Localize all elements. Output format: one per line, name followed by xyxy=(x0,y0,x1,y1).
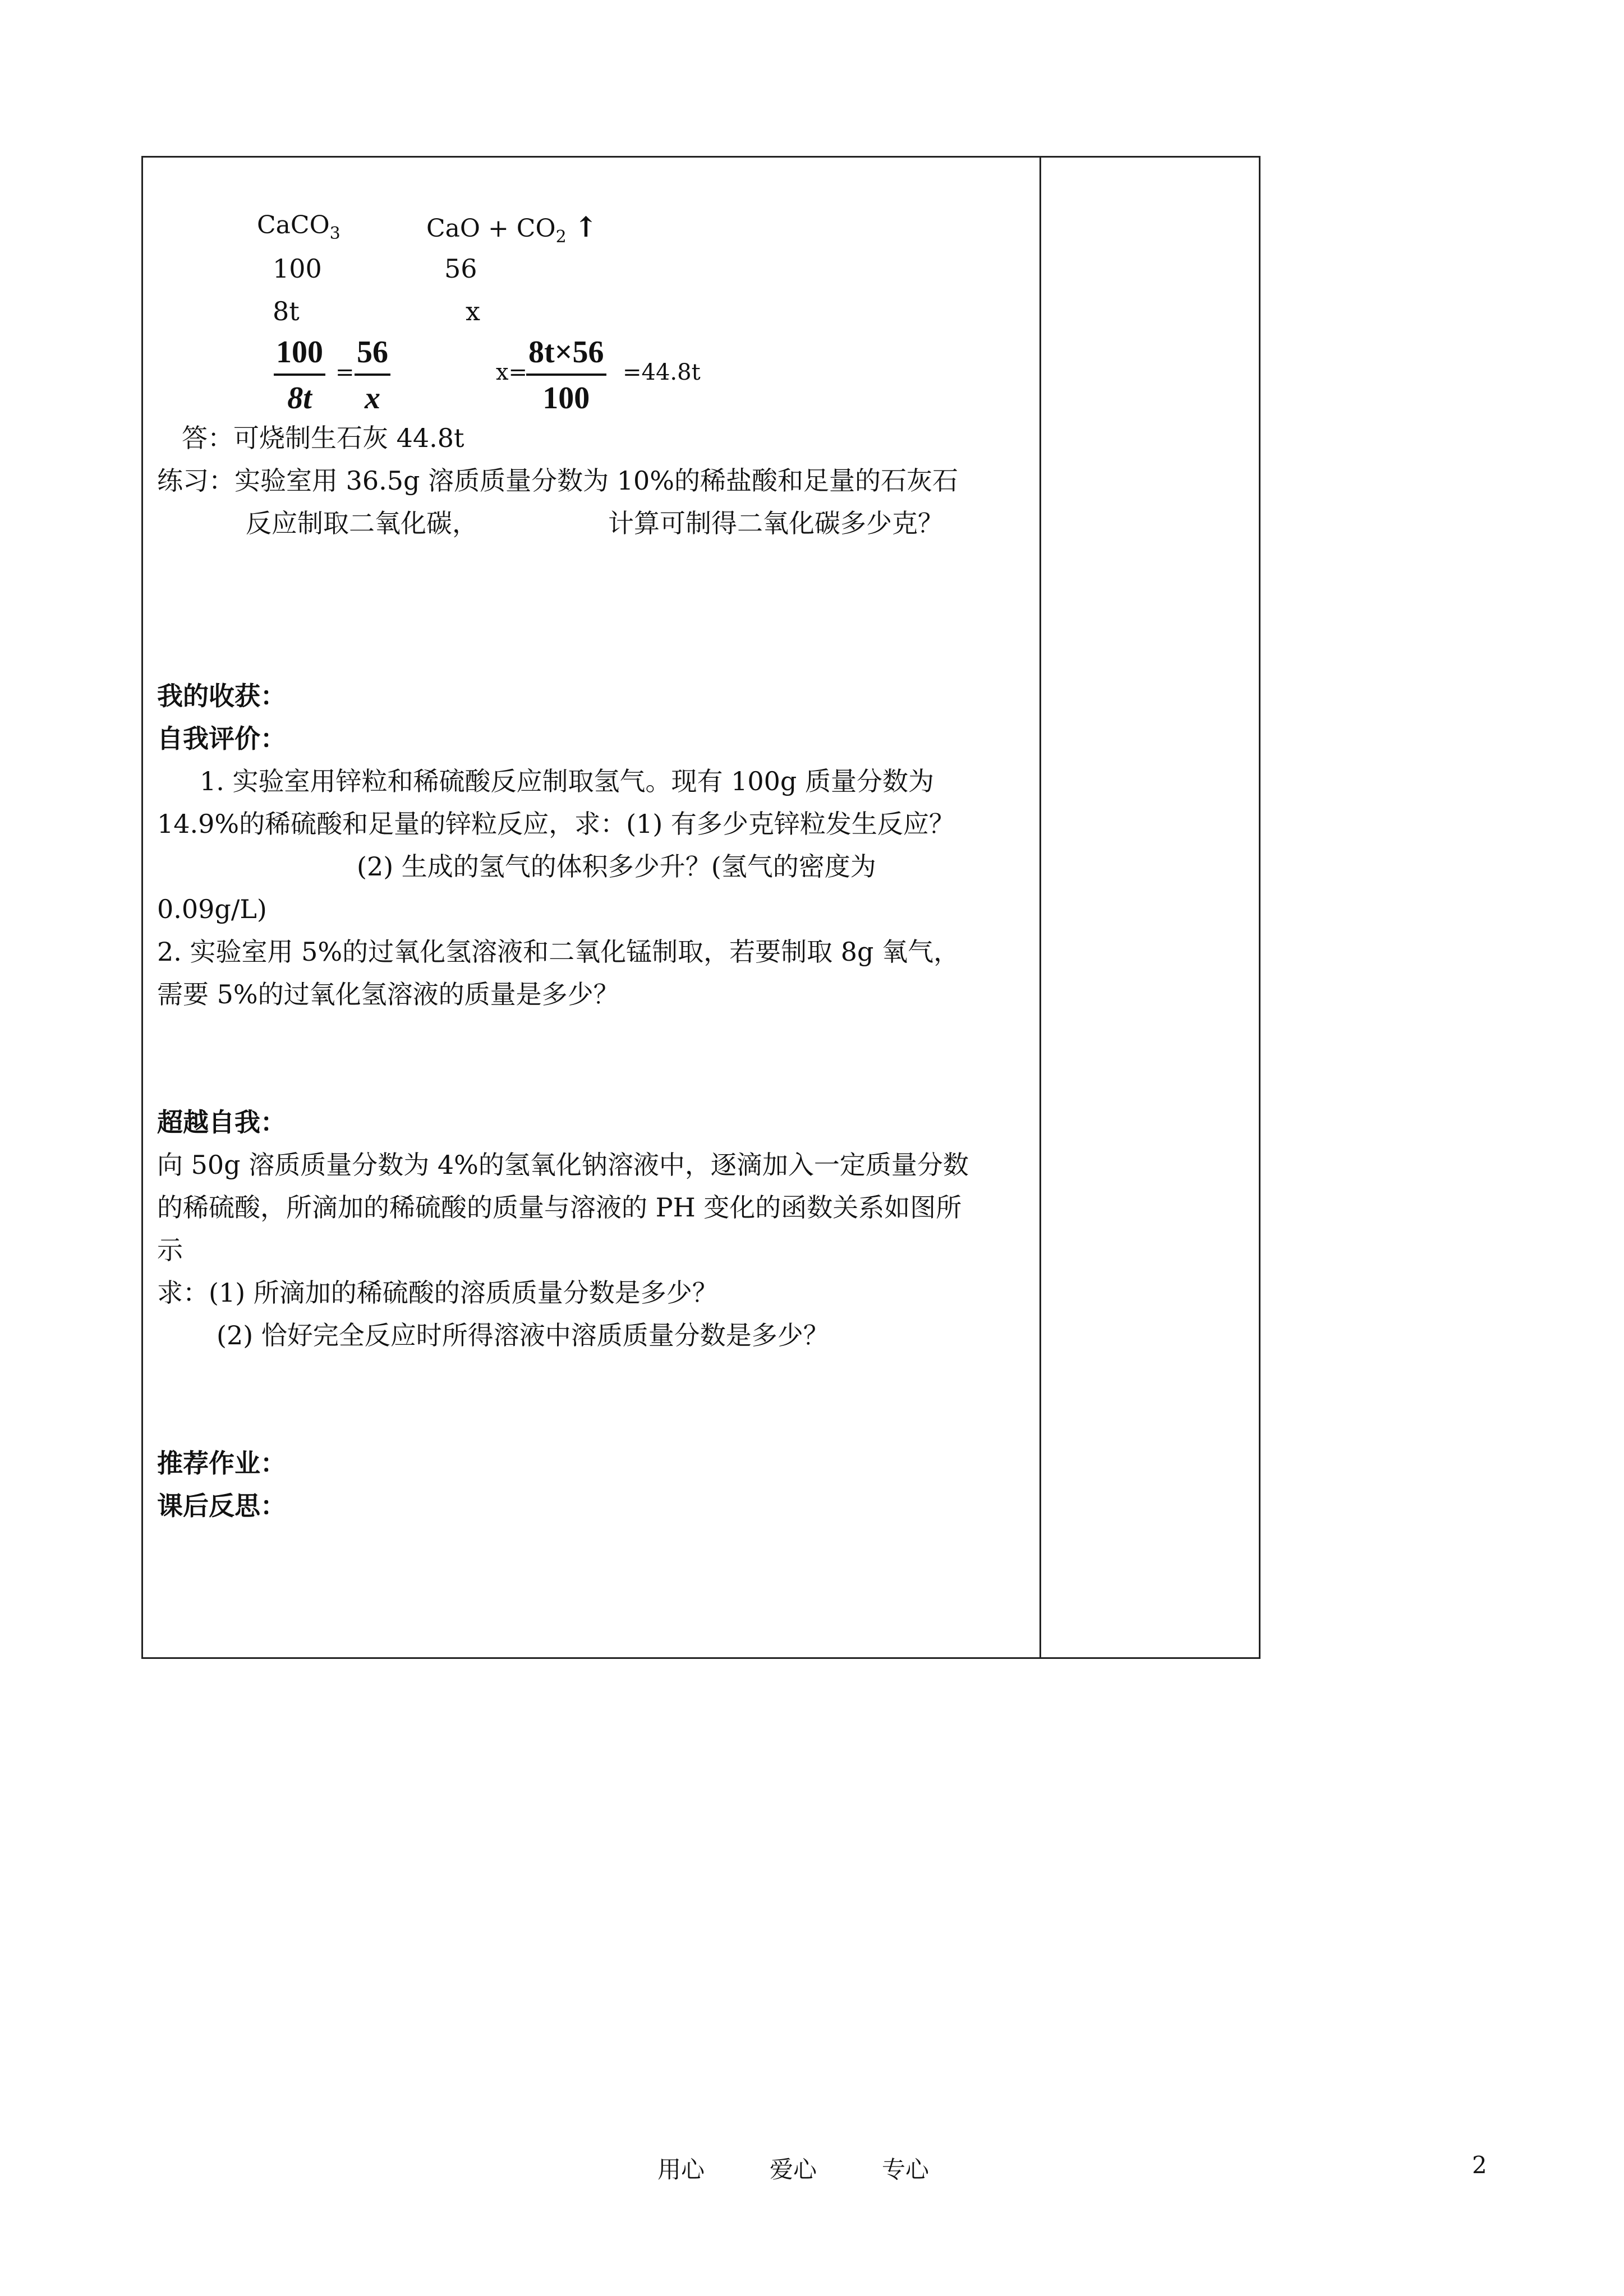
footer-word-3: 专心 xyxy=(882,2156,930,2183)
self-eval-q1-line4: 0.09g/L) xyxy=(157,894,267,924)
proportion-right-denominator: x xyxy=(365,381,380,416)
mass-reactant: 100 xyxy=(273,253,322,284)
page-number: 2 xyxy=(1472,2151,1487,2179)
solve-prefix: x= xyxy=(496,359,528,385)
proportion-left-numerator: 100 xyxy=(274,336,325,376)
homework-heading: 推荐作业： xyxy=(157,1448,286,1478)
solve-fraction xyxy=(526,336,606,414)
practice-line-1: 练习：实验室用 36.5g 溶质质量分数为 10%的稀盐酸和足量的石灰石 xyxy=(157,465,958,496)
proportion-right-numerator: 56 xyxy=(355,336,390,376)
reactant-subscript: 3 xyxy=(329,224,341,243)
practice-line-2a: 反应制取二氧化碳， xyxy=(246,508,478,538)
solve-result: =44.8t xyxy=(623,359,701,385)
self-eval-q1-line1: 1. 实验室用锌粒和稀硫酸反应制取氢气。现有 100g 质量分数为 xyxy=(200,766,935,796)
solve-numerator: 8t×56 xyxy=(526,336,606,376)
equation-products xyxy=(426,210,598,247)
self-eval-q2-line2: 需要 5%的过氧化氢溶液的质量是多少？ xyxy=(157,979,619,1009)
answer-line: 答：可烧制生石灰 44.8t xyxy=(182,423,464,453)
proportion-left xyxy=(274,336,325,414)
beyond-line-2: 的稀硫酸，所滴加的稀硫酸的质量与溶液的 PH 变化的函数关系如图所 xyxy=(157,1192,962,1223)
self-eval-q2-line1: 2. 实验室用 5%的过氧化氢溶液和二氧化锰制取，若要制取 8g 氧气， xyxy=(157,937,960,967)
harvest-heading: 我的收获： xyxy=(157,681,286,711)
products-subscript: 2 xyxy=(555,227,567,247)
solve-denominator: 100 xyxy=(542,381,590,416)
beyond-line-1: 向 50g 溶质质量分数为 4%的氢氧化钠溶液中，逐滴加入一定质量分数 xyxy=(157,1150,969,1180)
practice-line-2b: 计算可制得二氧化碳多少克？ xyxy=(608,508,944,538)
beyond-heading: 超越自我： xyxy=(157,1107,286,1137)
self-eval-heading: 自我评价： xyxy=(157,723,286,754)
proportion-equals: = xyxy=(335,359,355,385)
reflection-heading: 课后反思： xyxy=(157,1491,286,1521)
beyond-line-4: 求：(1) 所滴加的稀硫酸的溶质质量分数是多少？ xyxy=(157,1278,718,1308)
self-eval-q1-line3: (2) 生成的氢气的体积多少升？(氢气的密度为 xyxy=(357,851,876,882)
products-formula: CaO + CO xyxy=(426,214,556,243)
given-mass: 8t xyxy=(273,296,300,326)
reactant-formula: CaCO xyxy=(257,211,330,239)
unknown-mass: x xyxy=(466,296,480,326)
proportion-right xyxy=(355,336,390,414)
beyond-line-5: (2) 恰好完全反应时所得溶液中溶质质量分数是多少？ xyxy=(217,1320,829,1350)
mass-product: 56 xyxy=(444,253,477,284)
equation-reactant xyxy=(257,211,341,243)
table-column-divider xyxy=(1039,156,1041,1659)
gas-up-arrow-icon: ↑ xyxy=(574,210,598,243)
beyond-line-3: 示 xyxy=(157,1235,183,1265)
footer-word-2: 爱心 xyxy=(770,2156,817,2183)
proportion-left-denominator: 8t xyxy=(287,381,312,416)
footer-word-1: 用心 xyxy=(657,2156,705,2183)
self-eval-q1-line2: 14.9%的稀硫酸和足量的锌粒反应，求：(1) 有多少克锌粒发生反应？ xyxy=(157,809,955,839)
